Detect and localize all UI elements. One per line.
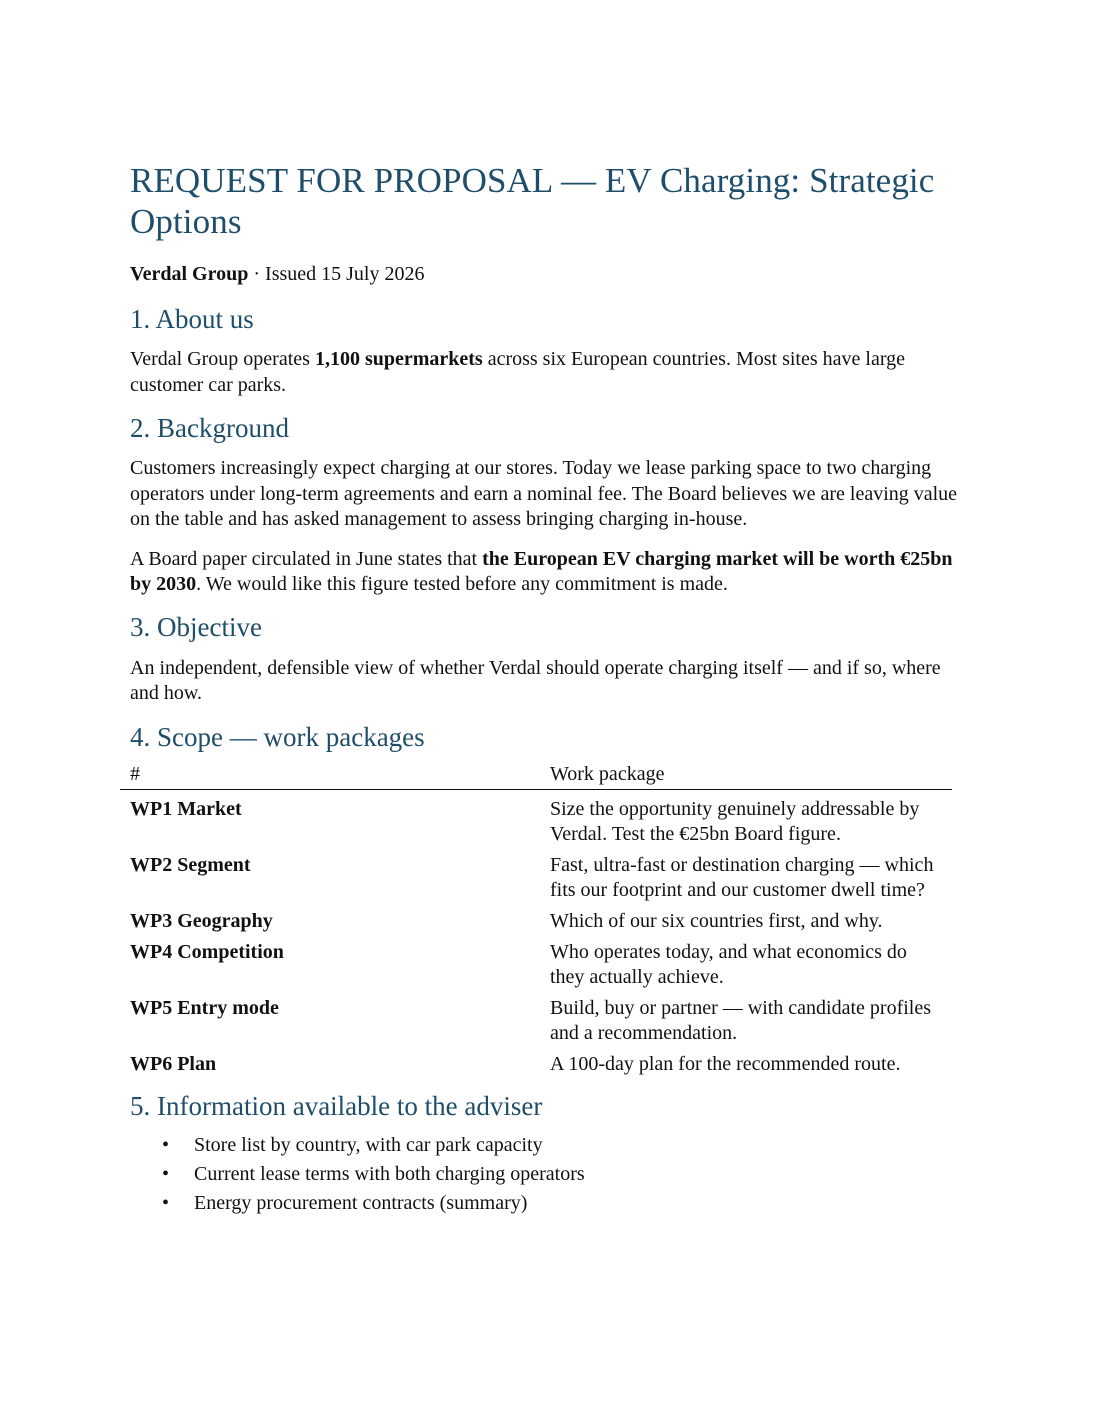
about-text-bold: 1,100 supermarkets xyxy=(314,348,483,370)
background-text-c: . We would like this figure tested before any commitment is made. xyxy=(196,573,728,595)
work-package-description: A 100-day plan for the recommended route. xyxy=(550,1052,901,1075)
background-text-bold: the European EV charging market will be worth €25bn by 2030 xyxy=(130,547,953,595)
about-text-a: Verdal Group operates xyxy=(130,348,315,370)
issue-date: Issued 15 July 2026 xyxy=(265,263,425,285)
work-package-id: WP3 Geography xyxy=(130,909,273,932)
section-heading-scope: 4. Scope — work packages xyxy=(130,721,425,752)
objective-paragraph: An independent, defensible view of whether Verdal should operate charging itself — and if so, where and how. xyxy=(130,656,941,704)
column-header-work-package: Work package xyxy=(540,762,952,790)
work-package-id: WP5 Entry mode xyxy=(130,996,279,1019)
bullet-icon: • xyxy=(162,1191,170,1214)
work-package-description: Which of our six countries first, and why. xyxy=(550,909,883,932)
information-list xyxy=(130,1131,970,1218)
about-paragraph xyxy=(130,347,970,398)
section-heading-objective: 3. Objective xyxy=(130,611,262,642)
table-row xyxy=(120,935,952,991)
column-header-id: # xyxy=(120,762,540,790)
work-packages-table xyxy=(120,762,952,1078)
issuer-line xyxy=(130,262,970,287)
list-item-text: Energy procurement contracts (summary) xyxy=(194,1191,528,1214)
bullet-icon: • xyxy=(162,1133,170,1156)
background-text-a: A Board paper circulated in June states that xyxy=(130,547,483,570)
section-heading-information: 5. Information available to the adviser xyxy=(130,1090,543,1121)
work-package-id: WP2 Segment xyxy=(130,853,251,876)
work-package-description: Fast, ultra-fast or destination charging — which fits our footprint and our customer dwell time? xyxy=(550,853,934,901)
table-row xyxy=(120,848,952,904)
table-row xyxy=(120,789,952,848)
work-package-id: WP6 Plan xyxy=(130,1052,217,1075)
section-heading-background: 2. Background xyxy=(130,413,289,443)
list-item-text: Current lease terms with both charging operators xyxy=(194,1162,585,1185)
table-header-row xyxy=(120,762,952,790)
work-package-description: Build, buy or partner — with candidate profiles and a recommendation. xyxy=(550,996,932,1044)
table-row xyxy=(120,904,952,935)
list-item-text: Store list by country, with car park capacity xyxy=(194,1133,543,1156)
about-text-c: across six European countries. Most sites have large customer car parks. xyxy=(130,348,906,396)
bullet-icon: • xyxy=(162,1162,170,1185)
issuer-name: Verdal Group xyxy=(130,263,249,285)
work-package-id: WP1 Market xyxy=(130,797,242,820)
list-item xyxy=(162,1189,970,1218)
work-package-description: Size the opportunity genuinely addressable by Verdal. Test the €25bn Board figure. xyxy=(550,797,920,845)
document-title: REQUEST FOR PROPOSAL — EV Charging: Strategic Options xyxy=(130,161,935,241)
table-row xyxy=(120,1047,952,1078)
background-paragraph-1: Customers increasingly expect charging at our stores. Today we lease parking space to two charging operators under long-term agreements and earn a nominal fee. The Board believes we are leaving value on the table and has asked management to assess bringing charging in-house. xyxy=(130,457,958,530)
table-row xyxy=(120,991,952,1047)
meta-separator: · xyxy=(248,263,266,285)
list-item xyxy=(162,1131,970,1160)
work-package-id: WP4 Competition xyxy=(130,940,284,963)
background-paragraph-2 xyxy=(130,547,970,598)
section-heading-about: 1. About us xyxy=(130,304,254,334)
work-package-description: Who operates today, and what economics do they actually achieve. xyxy=(550,940,907,988)
list-item xyxy=(162,1160,970,1189)
